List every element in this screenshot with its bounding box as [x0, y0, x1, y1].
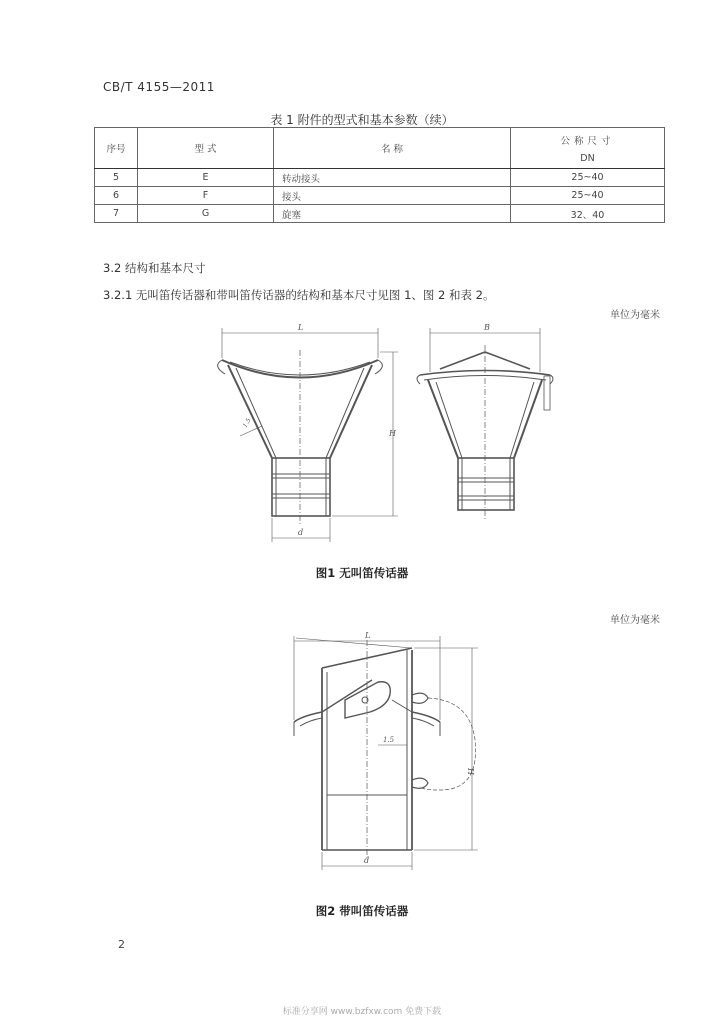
cell-dn: 32、40	[511, 205, 665, 223]
col-header-name: 名 称	[274, 128, 511, 169]
cell-no: 5	[95, 169, 138, 187]
cell-dn: 25~40	[511, 169, 665, 187]
cell-name: 旋塞	[274, 205, 511, 223]
fig2-label-H: H	[466, 768, 475, 775]
cell-type: E	[138, 169, 274, 187]
cell-no: 7	[95, 205, 138, 223]
fig1-label-L: L	[298, 323, 304, 332]
fig1-label-B: B	[484, 323, 490, 332]
section-heading: 3.2 结构和基本尺寸	[103, 261, 206, 275]
cell-name: 转动接头	[274, 169, 511, 187]
fig2-label-d: d	[364, 856, 370, 865]
fig2-label-thickness: 1.5	[383, 736, 395, 744]
table-caption: 表 1 附件的型式和基本参数（续）	[270, 113, 454, 127]
fig2-label-L: L	[365, 631, 371, 640]
cell-type: G	[138, 205, 274, 223]
fig1-label-H: H	[389, 429, 396, 438]
section-paragraph: 3.2.1 无叫笛传话器和带叫笛传话器的结构和基本尺寸见图 1、图 2 和表 2。	[103, 288, 495, 302]
footer-watermark: 标准分享网 www.bzfxw.com 免费下载	[282, 1007, 442, 1017]
figure2-caption: 图2 带叫笛传话器	[315, 904, 409, 918]
col-header-no: 序号	[95, 128, 138, 169]
fig1-label-thickness: 1.5	[241, 417, 253, 429]
cell-no: 6	[95, 187, 138, 205]
cell-type: F	[138, 187, 274, 205]
cell-name: 接头	[274, 187, 511, 205]
standard-code: CB/T 4155—2011	[103, 80, 215, 94]
figure1-caption: 图1 无叫笛传话器	[315, 566, 409, 580]
col-header-dn-label: 公称尺寸	[560, 135, 615, 147]
figure2-unit: 单位为毫米	[610, 615, 660, 626]
fig1-front-view	[218, 328, 398, 542]
fig2-view	[294, 636, 478, 870]
fig1-label-d: d	[298, 528, 304, 537]
col-header-type: 型 式	[138, 128, 274, 169]
cell-dn: 25~40	[511, 187, 665, 205]
page-number: 2	[118, 938, 125, 951]
fig1-side-view	[417, 328, 553, 520]
col-header-dn-unit: DN	[580, 152, 595, 164]
figure1-unit: 单位为毫米	[610, 310, 660, 321]
